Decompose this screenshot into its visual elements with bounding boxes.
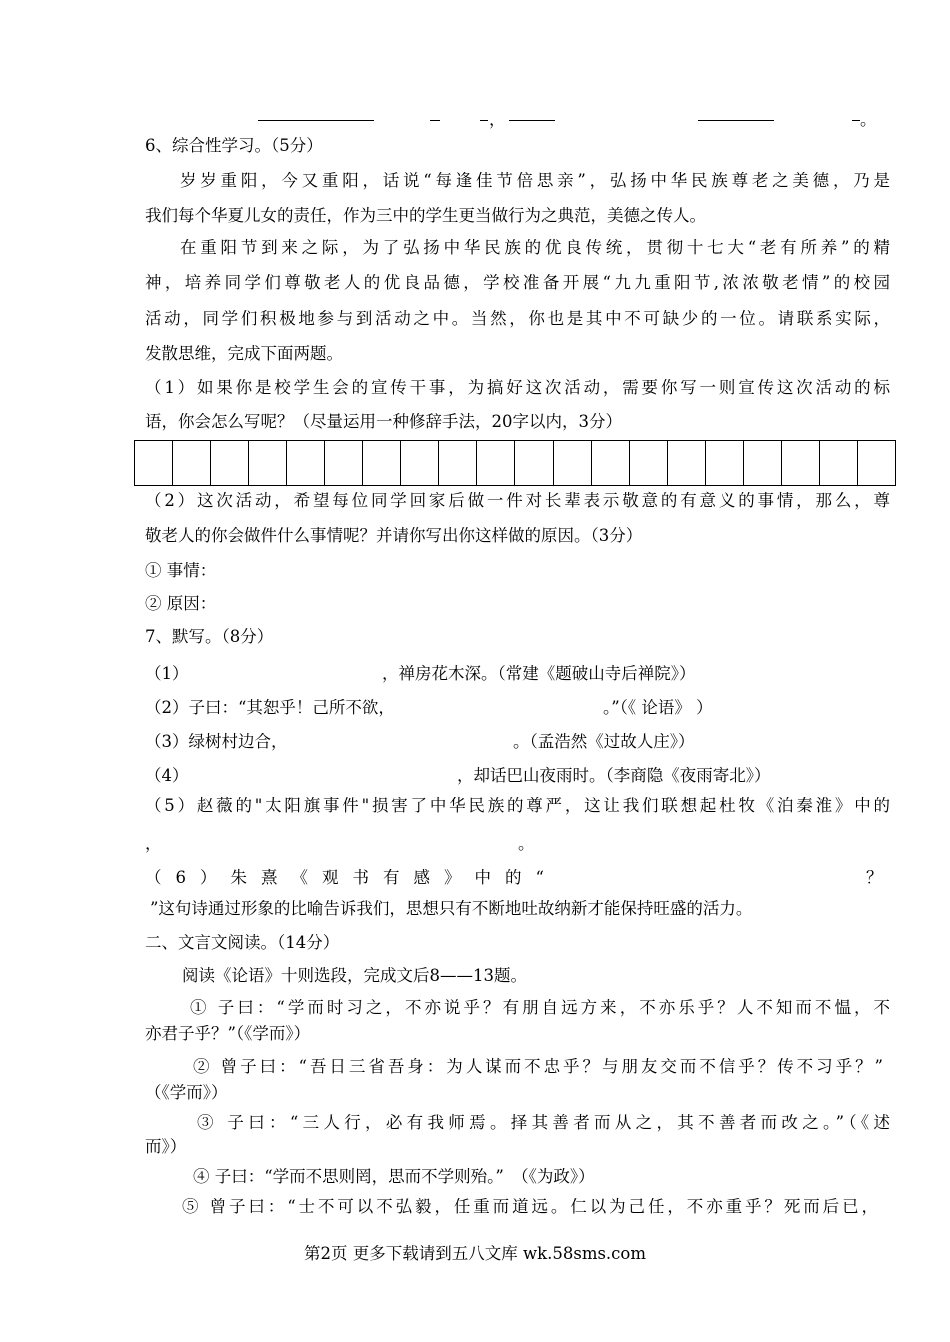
excerpt-2-line: （《学而》）	[145, 1083, 228, 1102]
part2-heading: 二、文言文阅读。（14分）	[145, 933, 340, 952]
grid-cell[interactable]	[325, 441, 363, 485]
q7-item6-line: ”这句诗通过形象的比喻告诉我们，思想只有不断地吐故纳新才能保持旺盛的活力。	[150, 899, 753, 918]
q7-item5-comma: ，	[145, 834, 162, 853]
grid-cell[interactable]	[706, 441, 744, 485]
blank-underline	[852, 120, 860, 121]
grid-cell[interactable]	[592, 441, 630, 485]
excerpt-1-line: ① 子曰：“学而时习之，不亦说乎？有朋自远方来，不亦乐乎？人不知而不愠，不	[190, 998, 890, 1017]
slogan-answer-grid[interactable]	[134, 440, 896, 486]
excerpt-5-line: ⑤ 曾子曰：“士不可以不弘毅，任重而道远。仁以为己任，不亦重乎？死而后已，	[182, 1197, 878, 1216]
page-footer: 第2页 更多下载请到五八文库 wk.58sms.com	[304, 1244, 646, 1263]
grid-cell[interactable]	[782, 441, 820, 485]
q6-paragraph-line: 神，培养同学们尊敬老人的优良品德，学校准备开展“九九重阳节,浓浓敬老情”的校园	[145, 273, 890, 292]
grid-cell[interactable]	[477, 441, 515, 485]
grid-cell[interactable]	[287, 441, 325, 485]
q6-sub1-line: （1）如果你是校学生会的宣传干事，为搞好这次活动，需要你写一则宣传这次活动的标	[145, 378, 890, 397]
grid-cell[interactable]	[173, 441, 211, 485]
q7-item2-text: （2）子曰：“其恕乎！己所不欲，	[145, 698, 395, 717]
grid-cell[interactable]	[401, 441, 439, 485]
grid-cell[interactable]	[363, 441, 401, 485]
q7-item2-tail: 。”（《 论语》 ）	[603, 698, 713, 717]
q7-item4-label: （4）	[145, 766, 189, 785]
grid-cell[interactable]	[668, 441, 706, 485]
grid-cell[interactable]	[135, 441, 173, 485]
q6-sub2-line: 敬老人的你会做件什么事情呢？并请你写出你这样做的原因。（3分）	[145, 526, 643, 545]
comma-mark: ，	[489, 110, 506, 129]
q7-item6-text: （6）朱熹《观书有感》中的“	[145, 868, 558, 887]
grid-cell[interactable]	[744, 441, 782, 485]
grid-cell[interactable]	[554, 441, 592, 485]
q6-paragraph-line: 在重阳节到来之际，为了弘扬中华民族的优良传统，贯彻十七大“老有所养”的精	[180, 238, 890, 257]
q7-item1-text: ，禅房花木深。（常建《题破山寺后禅院》）	[382, 664, 696, 683]
q6-paragraph-line: 发散思维，完成下面两题。	[145, 344, 343, 363]
answer-label-reason: ② 原因：	[145, 594, 217, 613]
blank-underline	[509, 120, 555, 121]
q6-paragraph-line: 活动，同学们积极地参与到活动之中。当然，你也是其中不可缺少的一位。请联系实际，	[145, 309, 890, 328]
q6-paragraph-line: 我们每个华夏儿女的责任，作为三中的学生更当做行为之典范，美德之传人。	[145, 206, 706, 225]
grid-cell[interactable]	[858, 441, 895, 485]
q6-heading: 6、综合性学习。（5分）	[145, 136, 323, 155]
blank-underline	[258, 120, 374, 121]
q7-item1-label: （1）	[145, 664, 189, 683]
answer-label-matter: ① 事情：	[145, 561, 217, 580]
excerpt-3-line: ③ 子曰：“三人行，必有我师焉。择其善者而从之，其不善者而改之。”（《述	[197, 1113, 890, 1132]
excerpt-1-line: 亦君子乎？”（《学而》）	[145, 1024, 311, 1043]
blank-underline	[430, 120, 440, 121]
q6-paragraph-line: 岁岁重阳，今又重阳，话说“每逢佳节倍思亲”，弘扬中华民族尊老之美德，乃是	[180, 171, 890, 190]
q7-item6-qmark: ？	[866, 868, 883, 887]
grid-cell[interactable]	[211, 441, 249, 485]
q7-item5-period: 。	[518, 834, 535, 853]
excerpt-2-line: ② 曾子曰：“吾日三省吾身：为人谋而不忠乎？与朋友交而不信乎？传不习乎？”	[193, 1057, 883, 1076]
q7-item4-text: ，却话巴山夜雨时。（李商隐《夜雨寄北》）	[457, 766, 771, 785]
part2-intro: 阅读《论语》十则选段，完成文后8——13题。	[182, 966, 527, 985]
grid-cell[interactable]	[439, 441, 477, 485]
q7-item3-text: （3）绿树村边合，	[145, 732, 288, 751]
grid-cell[interactable]	[515, 441, 553, 485]
q7-item3-tail: 。（孟浩然《过故人庄》）	[513, 732, 695, 751]
q6-sub2-line: （2）这次活动，希望每位同学回家后做一件对长辈表示敬意的有意义的事情，那么，尊	[145, 491, 890, 510]
grid-cell[interactable]	[249, 441, 287, 485]
blank-underline	[480, 120, 488, 121]
q7-heading: 7、默写。（8分）	[145, 627, 274, 646]
grid-cell[interactable]	[820, 441, 858, 485]
excerpt-3-line: 而》）	[145, 1137, 187, 1156]
grid-cell[interactable]	[630, 441, 668, 485]
q7-item5-line: （5）赵薇的"太阳旗事件"损害了中华民族的尊严，这让我们联想起杜牧《泊秦淮》中的	[145, 796, 890, 815]
q6-sub1-line: 语，你会怎么写呢？（尽量运用一种修辞手法，20字以内，3分）	[145, 412, 622, 431]
excerpt-4-line: ④ 子曰：“学而不思则罔，思而不学则殆。” （《为政》）	[193, 1167, 595, 1186]
period-mark: 。	[860, 110, 877, 129]
blank-underline	[698, 120, 774, 121]
